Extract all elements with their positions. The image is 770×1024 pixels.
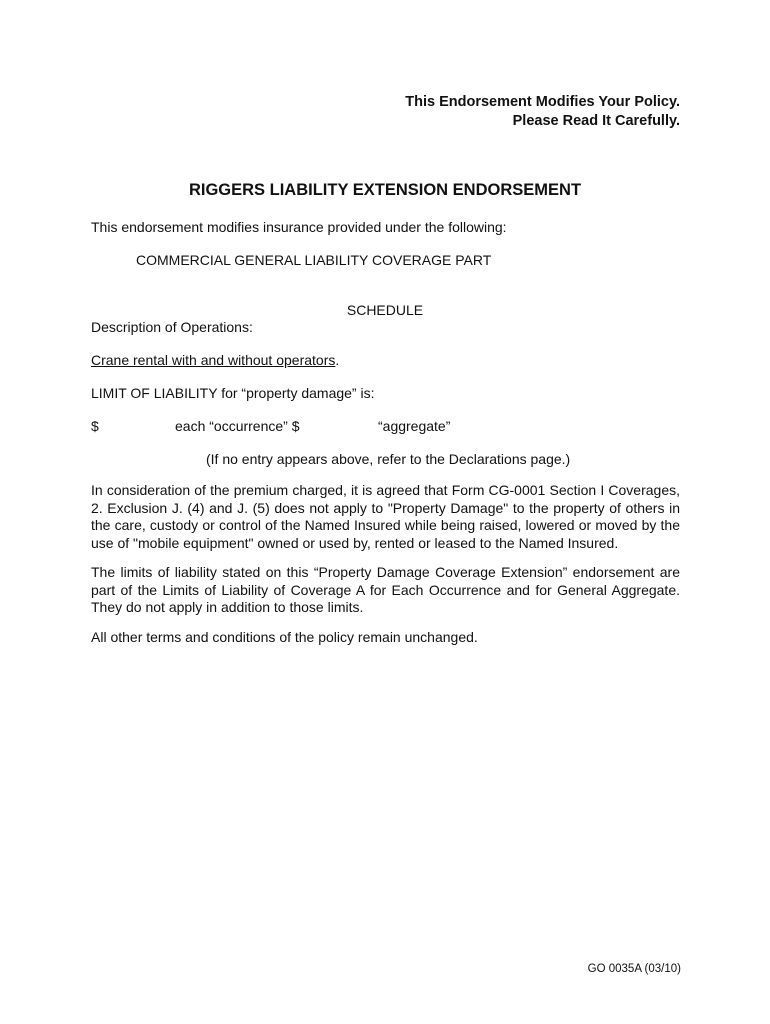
operations-text: Crane rental with and without operators <box>91 352 336 368</box>
paragraph-limits: The limits of liability stated on this “Property Damage Coverage Extension” endorsement are part of the Limits of Liability of Coverage A for Each Occurrence and for General Aggregate. They do not apply in addition to those limits. <box>91 564 680 615</box>
limit-label: LIMIT OF LIABILITY for “property damage” is: <box>91 385 375 401</box>
policy-notice <box>405 93 680 131</box>
coverage-part: COMMERCIAL GENERAL LIABILITY COVERAGE PART <box>136 252 492 268</box>
occurrence-label: each “occurrence” $ <box>175 418 300 434</box>
form-number: GO 0035A (03/10) <box>587 963 681 975</box>
paragraph-consideration: In consideration of the premium charged, it is agreed that Form CG-0001 Section I Coverages, 2. Exclusion J. (4) and J. (5) does not apply to "Property Damage" to the property of others in the care, custody or control of the Named Insured while being raised, lowered or moved by the use of "mobile equipment" owned or used by, rented or leased to the Named Insured. <box>91 482 680 551</box>
notice-line-1: This Endorsement Modifies Your Policy. <box>405 94 680 110</box>
aggregate-label: “aggregate” <box>378 418 451 434</box>
description-label: Description of Operations: <box>91 319 253 335</box>
document-title: RIGGERS LIABILITY EXTENSION ENDORSEMENT <box>188 181 582 199</box>
no-entry-note: (If no entry appears above, refer to the Declarations page.) <box>206 451 571 467</box>
notice-line-2: Please Read It Carefully. <box>512 113 680 129</box>
paragraph-other-terms: All other terms and conditions of the policy remain unchanged. <box>91 629 478 645</box>
intro-text: This endorsement modifies insurance provided under the following: <box>91 219 507 235</box>
operations-period: . <box>335 352 340 368</box>
operations-line <box>91 352 339 369</box>
dollar-sign: $ <box>91 418 99 434</box>
schedule-heading: SCHEDULE <box>346 302 424 318</box>
